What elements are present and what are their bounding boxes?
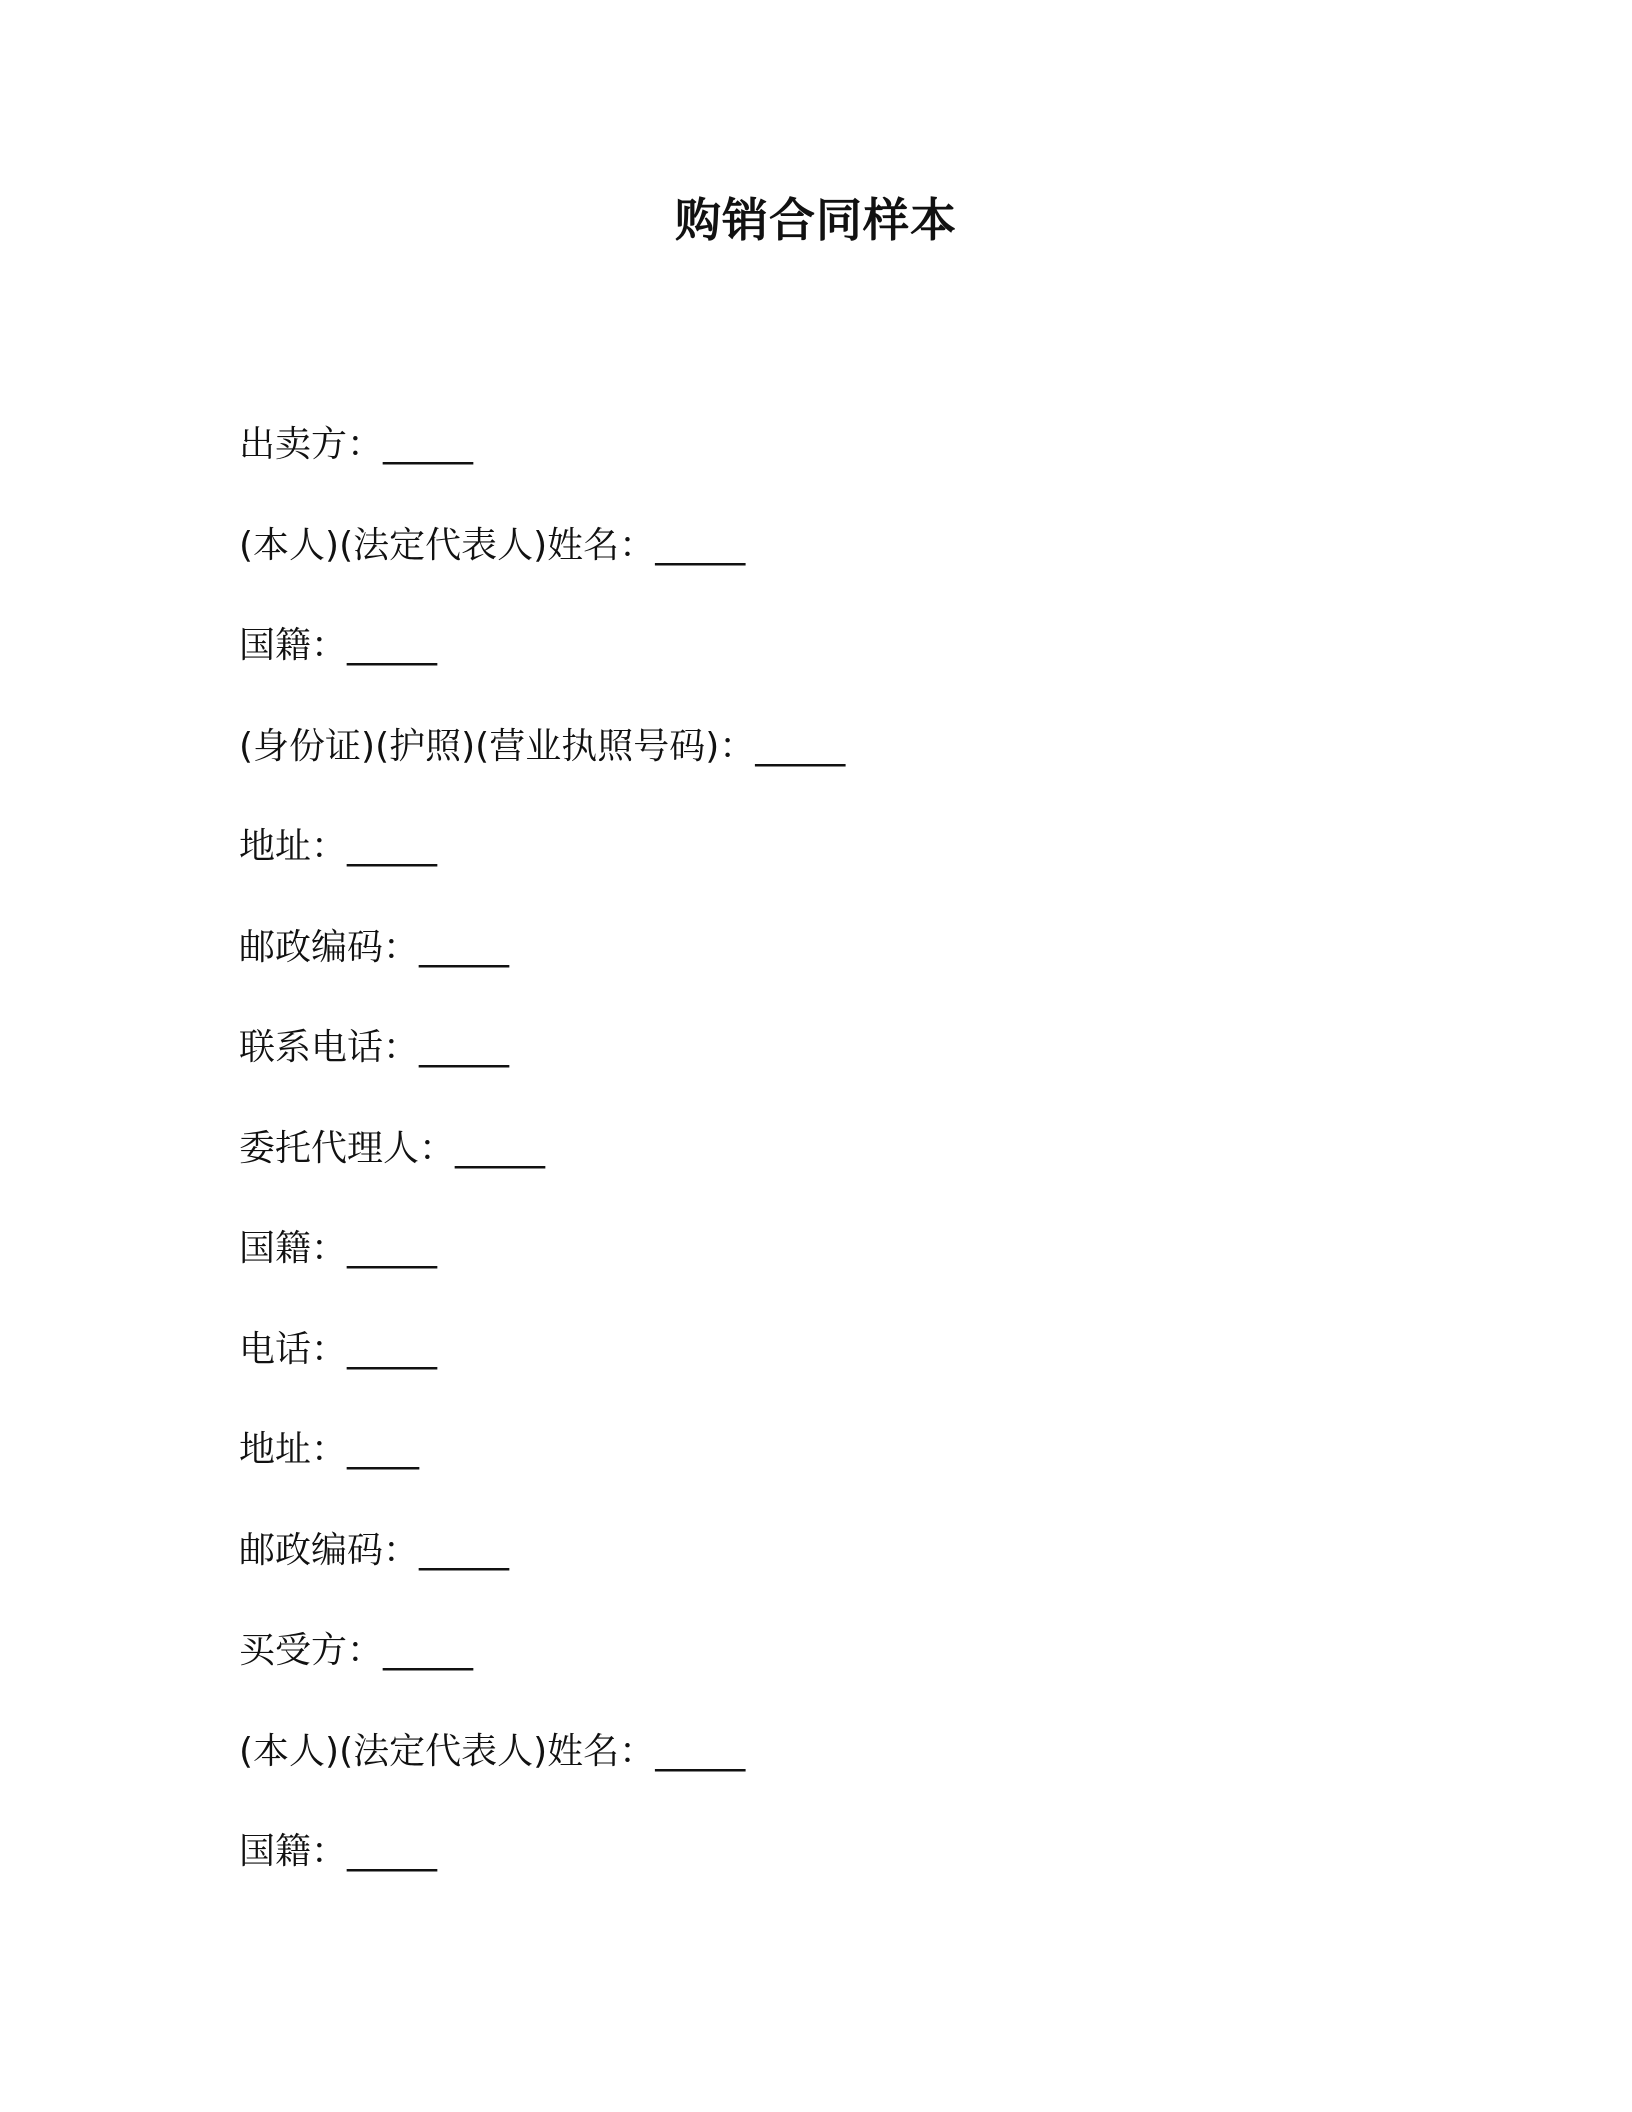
field-label: 委托代理人： — [239, 1127, 456, 1169]
field-buyer-nationality — [239, 1827, 1439, 1928]
field-label: 国籍： — [239, 625, 348, 666]
field-blank: _____ — [347, 1831, 438, 1872]
field-seller-phone — [239, 1023, 1439, 1124]
document-title: 购销合同样本 — [675, 193, 957, 247]
field-label: 地址： — [239, 1429, 348, 1470]
field-blank: _____ — [655, 1730, 746, 1772]
field-agent — [239, 1124, 1439, 1225]
field-label: (身份证)(护照)(营业执照号码)： — [239, 725, 756, 767]
field-blank: ____ — [347, 1429, 420, 1470]
field-blank: _____ — [755, 725, 846, 767]
field-blank: _____ — [347, 1228, 438, 1269]
field-seller-address — [239, 822, 1439, 923]
field-seller — [239, 420, 1439, 521]
field-blank: _____ — [383, 1630, 474, 1671]
field-blank: _____ — [419, 1529, 510, 1571]
field-label: (本人)(法定代表人)姓名： — [239, 1730, 656, 1772]
field-agent-phone — [239, 1325, 1439, 1426]
field-label: 电话： — [239, 1328, 348, 1370]
field-label: 出卖方： — [239, 424, 384, 465]
field-agent-nationality — [239, 1224, 1439, 1325]
field-blank: _____ — [347, 625, 438, 666]
field-buyer — [239, 1626, 1439, 1727]
field-blank: _____ — [347, 1328, 438, 1370]
field-label: 邮政编码： — [239, 1529, 420, 1571]
field-label: 国籍： — [239, 1228, 348, 1269]
field-label: 国籍： — [239, 1831, 348, 1872]
field-seller-name — [239, 521, 1439, 622]
field-blank: _____ — [383, 424, 474, 465]
field-blank: _____ — [419, 926, 510, 968]
field-label: 邮政编码： — [239, 926, 420, 968]
contract-fields — [239, 420, 1439, 1928]
field-agent-address — [239, 1425, 1439, 1526]
field-buyer-name — [239, 1727, 1439, 1828]
field-blank: _____ — [347, 826, 438, 867]
field-label: 买受方： — [239, 1630, 384, 1671]
field-label: (本人)(法定代表人)姓名： — [239, 524, 656, 566]
field-seller-nationality — [239, 621, 1439, 722]
field-agent-postcode — [239, 1526, 1439, 1627]
field-blank: _____ — [455, 1127, 546, 1169]
field-seller-postcode — [239, 923, 1439, 1024]
field-blank: _____ — [655, 524, 746, 566]
field-blank: _____ — [419, 1027, 510, 1068]
field-seller-id-number — [239, 722, 1439, 823]
field-label: 联系电话： — [239, 1027, 420, 1068]
field-label: 地址： — [239, 826, 348, 867]
